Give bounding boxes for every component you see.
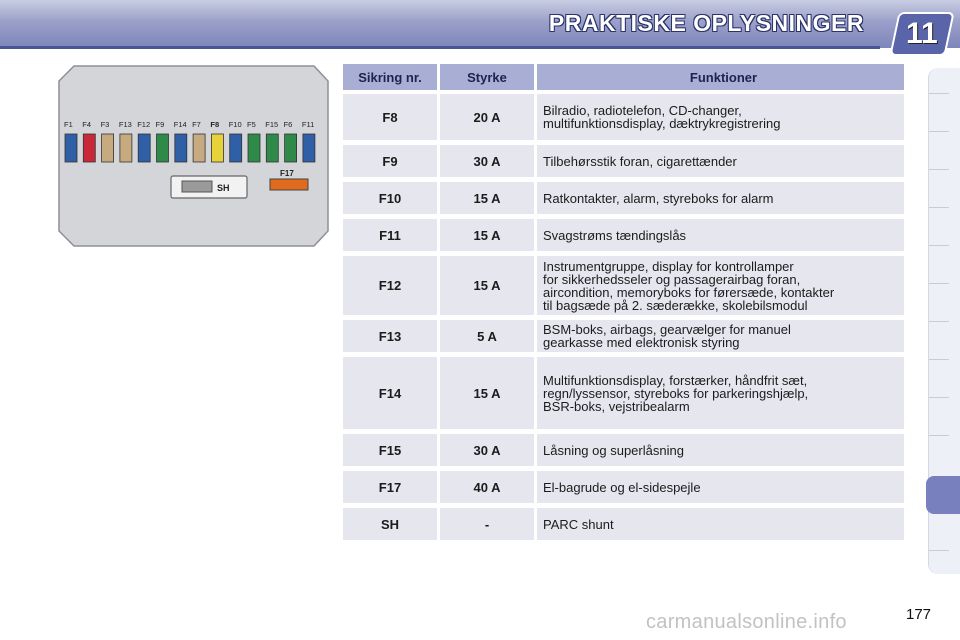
function-text-line: regn/lyssensor, styreboks for parkeringshjælp, [543, 385, 809, 401]
function-text-line: BSM-boks, airbags, gearvælger for manuel [543, 322, 791, 337]
fuse-number-cell: F10 [343, 182, 437, 214]
tab-divider [929, 283, 949, 284]
fuse-f11 [303, 134, 315, 162]
table-row [343, 219, 904, 251]
fuse-number-cell: SH [343, 508, 437, 540]
table-row [343, 256, 904, 315]
table-row [343, 508, 904, 540]
table-row [343, 145, 904, 177]
function-text-line: Instrumentgruppe, display for kontrollamper [543, 258, 794, 274]
col-header-fuse: Sikring nr. [343, 64, 437, 90]
col-header-functions: Funktioner [537, 64, 904, 90]
page-number: 177 [906, 606, 932, 623]
tab-divider [929, 207, 949, 208]
fuse-label-f4: F4 [82, 120, 92, 129]
fuse-rating-cell: 30 A [440, 145, 534, 177]
function-text-line: Svagstrøms tændingslås [543, 227, 687, 243]
page-title: PRAKTISKE OPLYSNINGER [548, 10, 864, 36]
fuse-rating-cell: 15 A [440, 219, 534, 251]
tab-divider [929, 550, 949, 551]
function-text-line: Multifunktionsdisplay, forstærker, håndfrit sæt, [543, 372, 808, 388]
fuse-function-cell [537, 256, 904, 315]
fuse-f15 [266, 134, 278, 162]
tab-divider [929, 359, 949, 360]
tab-divider [929, 131, 949, 132]
fuse-f17-label: F17 [280, 169, 294, 178]
fuse-f9 [157, 134, 169, 162]
table-row [343, 357, 904, 429]
fuse-f14 [175, 134, 187, 162]
fuse-label-f9: F9 [155, 120, 165, 129]
fuse-function-cell [537, 182, 904, 214]
fuse-f4 [83, 134, 95, 162]
fuse-label-f5: F5 [247, 120, 256, 129]
fuse-rating-cell: - [440, 508, 534, 540]
fuse-f7 [193, 134, 205, 162]
function-text-line: Låsning og superlåsning [543, 442, 684, 458]
fuse-function-cell [537, 219, 904, 251]
table-row [343, 94, 904, 140]
table-row [343, 182, 904, 214]
fuse-function-cell [537, 471, 904, 503]
function-text-line: gearkasse med elektronisk styring [543, 335, 740, 350]
fuse-function-cell [537, 508, 904, 540]
fuse-number-cell: F12 [343, 256, 437, 315]
fuse-label-f13: F13 [118, 120, 132, 129]
fuse-function-cell [537, 94, 904, 140]
fuse-f17 [270, 179, 308, 190]
fuse-rating-cell: 5 A [440, 320, 534, 352]
fuse-number-cell: F8 [343, 94, 437, 140]
fuse-table [343, 64, 904, 545]
fuse-number-cell: F11 [343, 219, 437, 251]
fuse-box-diagram [58, 65, 330, 247]
fuse-label-f8: F8 [210, 120, 220, 129]
function-text-line: El-bagrude og el-sidespejle [543, 479, 701, 495]
fuse-function-cell [537, 320, 904, 352]
fuse-label-f3: F3 [100, 120, 110, 129]
table-row [343, 471, 904, 503]
fuse-function-cell [537, 357, 904, 429]
fuse-rating-cell: 40 A [440, 471, 534, 503]
tab-divider [929, 435, 949, 436]
fuse-label-f7: F7 [192, 120, 201, 129]
function-text-line: multifunktionsdisplay, dæktrykregistrering [543, 116, 781, 131]
tab-divider [929, 245, 949, 246]
fuse-label-f1: F1 [64, 120, 73, 129]
col-header-rating: Styrke [440, 64, 534, 90]
table-body [343, 94, 904, 540]
function-text-line: PARC shunt [543, 516, 614, 532]
fuse-f13 [120, 134, 132, 162]
header-underline [0, 46, 880, 49]
fuse-function-cell [537, 434, 904, 466]
fuse-rating-cell: 30 A [440, 434, 534, 466]
table-row [343, 434, 904, 466]
tab-divider [929, 321, 949, 322]
fuse-f6 [285, 134, 297, 162]
fuse-rating-cell: 20 A [440, 94, 534, 140]
tab-divider [929, 397, 949, 398]
shunt-connector [182, 181, 212, 192]
fuse-number-cell: F9 [343, 145, 437, 177]
fuse-rating-cell: 15 A [440, 357, 534, 429]
fuse-f1 [65, 134, 77, 162]
fuse-label-f6: F6 [283, 120, 293, 129]
fuse-label-f10: F10 [228, 120, 242, 129]
shunt-label: SH [217, 183, 230, 193]
fuse-rating-cell: 15 A [440, 182, 534, 214]
chapter-badge [889, 12, 954, 56]
function-text-line: Ratkontakter, alarm, styreboks for alarm [543, 190, 774, 206]
function-text-line: Tilbehørsstik foran, cigarettænder [543, 153, 737, 169]
fuse-number-cell: F17 [343, 471, 437, 503]
fuse-f8 [211, 134, 223, 162]
table-header-row [343, 64, 904, 90]
fuse-rating-cell: 15 A [440, 256, 534, 315]
fuse-label-f15: F15 [265, 120, 279, 129]
fuse-f10 [230, 134, 242, 162]
function-text-line: for sikkerhedsseler og passagerairbag foran, [543, 271, 801, 287]
fuse-number-cell: F14 [343, 357, 437, 429]
tab-divider [929, 93, 949, 94]
watermark: carmanualsonline.info [646, 611, 847, 633]
function-text-line: Bilradio, radiotelefon, CD-changer, [543, 103, 742, 118]
chapter-tab-active[interactable] [926, 476, 960, 514]
tab-divider [929, 169, 949, 170]
fuse-number-cell: F15 [343, 434, 437, 466]
fuse-number-cell: F13 [343, 320, 437, 352]
function-text-line: aircondition, memoryboks for førersæde, kontakter [543, 284, 835, 300]
function-text-line: til bagsæde på 2. sæderække, skolebilsmodul [543, 297, 808, 313]
fuse-f12 [138, 134, 150, 162]
function-text-line: BSR-boks, vejstribealarm [543, 398, 690, 414]
fuse-f3 [102, 134, 114, 162]
fuse-function-cell [537, 145, 904, 177]
table-row [343, 320, 904, 352]
fuse-label-f12: F12 [137, 120, 151, 129]
fuse-label-f11: F11 [301, 120, 315, 129]
fuse-label-f14: F14 [173, 120, 187, 129]
chapter-number: 11 [906, 17, 938, 50]
fuse-f5 [248, 134, 260, 162]
